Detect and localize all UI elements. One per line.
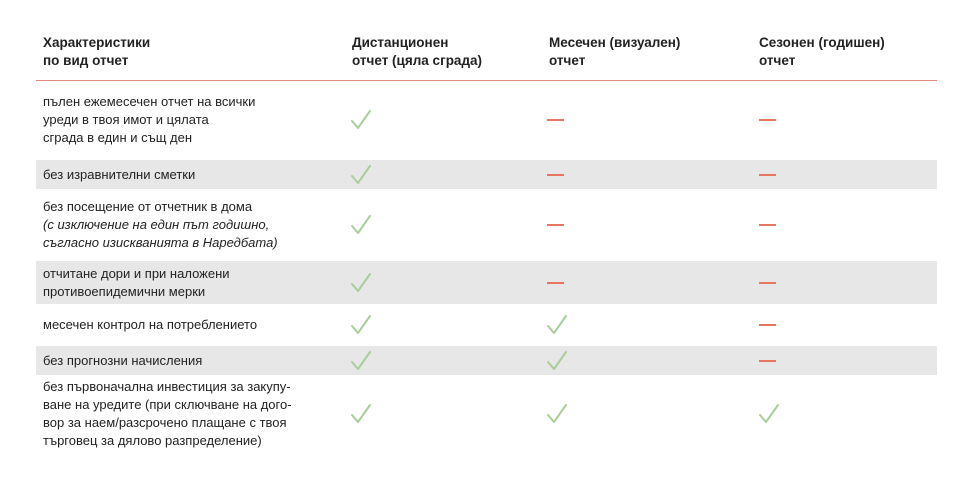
- dash-icon: [759, 119, 776, 121]
- dash-icon: [759, 324, 776, 326]
- cell-distance: [350, 261, 372, 304]
- table-body: [36, 81, 937, 452]
- check-icon: [350, 109, 372, 131]
- cell-seasonal: [758, 189, 776, 261]
- dash-icon: [759, 282, 776, 284]
- table-row: [36, 160, 937, 189]
- row-note: (с изключение на един път годишно,: [43, 217, 270, 232]
- row-label: без първоначална инвестиция за закупу- ване на уредите (при сключване на дого- вор за наем/разсрочено плащане с твоя търговец за дялово разпределение): [43, 378, 292, 448]
- table-row: [36, 261, 937, 304]
- comparison-table: [36, 0, 937, 452]
- cell-distance: [350, 375, 372, 452]
- row-label: отчитане дори и при наложени противоепидемични мерки: [43, 265, 230, 299]
- cell-monthly: [546, 346, 568, 375]
- table-header: [36, 0, 937, 81]
- cell-monthly: [546, 261, 564, 304]
- cell-monthly: [546, 189, 564, 261]
- check-icon: [350, 214, 372, 236]
- cell-monthly: [546, 375, 568, 452]
- dash-icon: [547, 282, 564, 284]
- row-label: без прогнозни начисления: [43, 352, 203, 368]
- cell-monthly: [546, 81, 564, 159]
- check-icon: [546, 403, 568, 425]
- cell-distance: [350, 346, 372, 375]
- dash-icon: [759, 224, 776, 226]
- dash-icon: [547, 119, 564, 121]
- header-distance-report: Дистанционен отчет (цяла сграда): [352, 35, 483, 68]
- row-label: без посещение от отчетник в дома (с изключение на един път годишно, съгласно изискванията в Наредбата): [36, 198, 343, 252]
- cell-seasonal: [758, 81, 776, 159]
- cell-distance: [350, 160, 372, 189]
- table-row: [36, 346, 937, 375]
- row-note: съгласно изискванията в Наредбата): [43, 235, 278, 250]
- header-characteristics: Характеристики по вид отчет: [43, 35, 151, 68]
- cell-monthly: [546, 160, 564, 189]
- row-label: без изравнителни сметки: [43, 166, 196, 182]
- row-label: пълен ежемесечен отчет на всички уреди в твоя имот и цялата сграда в един и същ ден: [43, 94, 256, 145]
- check-icon: [546, 350, 568, 372]
- table-row: [36, 81, 937, 159]
- dash-icon: [547, 174, 564, 176]
- check-icon: [350, 403, 372, 425]
- cell-distance: [350, 81, 372, 159]
- dash-icon: [759, 174, 776, 176]
- header-monthly-report: Месечен (визуален) отчет: [549, 35, 681, 68]
- cell-distance: [350, 304, 372, 346]
- dash-icon: [547, 224, 564, 226]
- check-icon: [758, 403, 780, 425]
- cell-seasonal: [758, 346, 776, 375]
- cell-monthly: [546, 304, 568, 346]
- check-icon: [350, 164, 372, 186]
- check-icon: [350, 314, 372, 336]
- cell-distance: [350, 189, 372, 261]
- row-label: месечен контрол на потреблението: [43, 317, 258, 332]
- table-row: [36, 375, 937, 452]
- check-icon: [350, 272, 372, 294]
- table-row: [36, 304, 937, 346]
- table-row: [36, 189, 937, 261]
- check-icon: [546, 314, 568, 336]
- cell-seasonal: [758, 160, 776, 189]
- header-seasonal-report: Сезонен (годишен) отчет: [759, 35, 885, 68]
- dash-icon: [759, 360, 776, 362]
- check-icon: [350, 350, 372, 372]
- cell-seasonal: [758, 261, 776, 304]
- cell-seasonal: [758, 375, 780, 452]
- cell-seasonal: [758, 304, 776, 346]
